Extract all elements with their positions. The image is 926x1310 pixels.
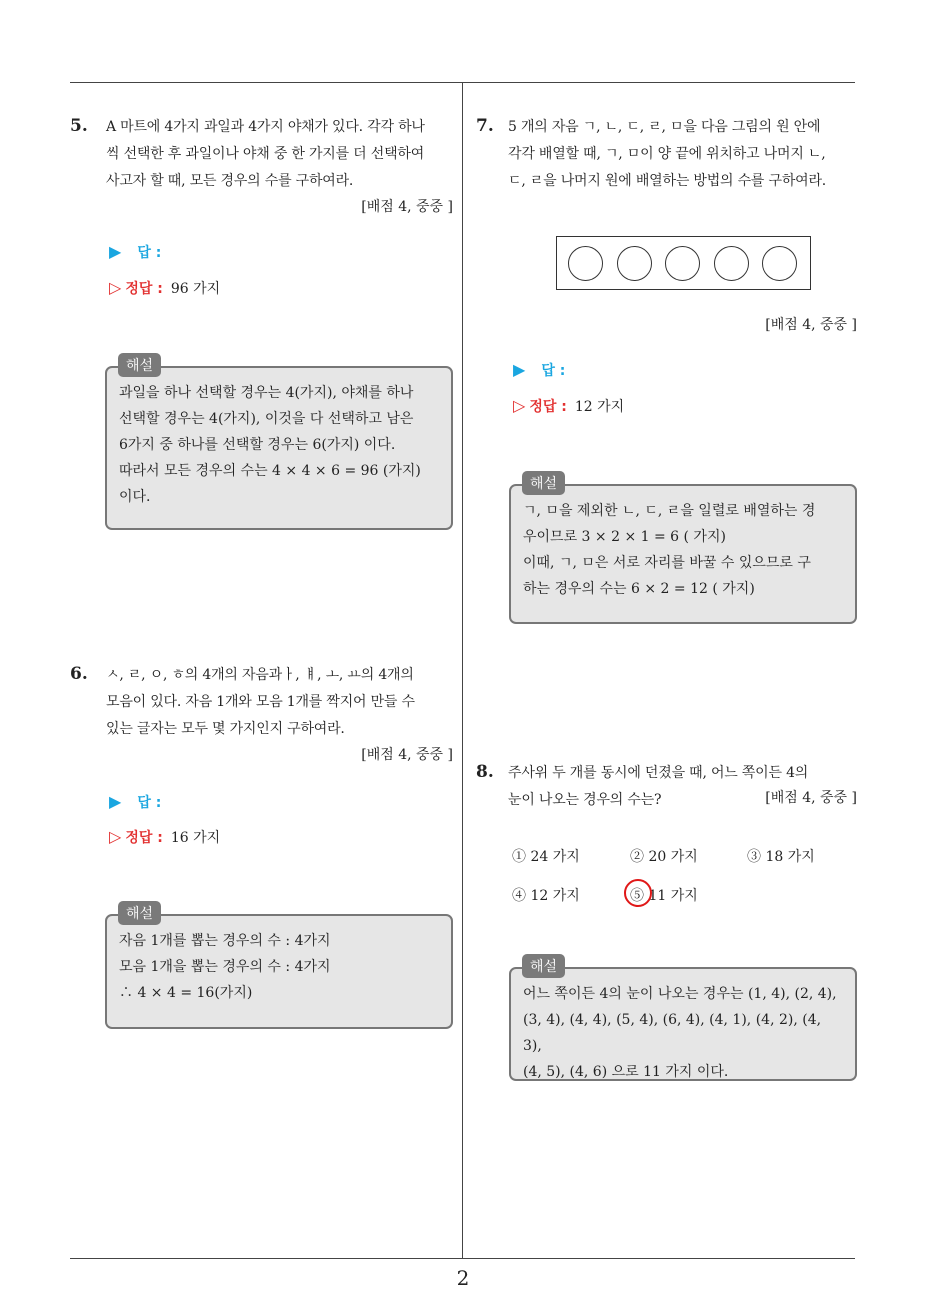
q8-option-3[interactable]: ③ 18 가지 <box>747 849 815 865</box>
q5-line: 씩 선택한 후 과일이나 야채 중 한 가지를 더 선택하여 <box>106 146 425 162</box>
q7-solution-line: 이때, ㄱ, ㅁ은 서로 자리를 바꿀 수 있으므로 구 <box>523 555 811 571</box>
q5-solution-line: 따라서 모든 경우의 수는 4 × 4 × 6 = 96 (가지) <box>119 463 421 479</box>
q7-solution-tag: 해설 <box>522 471 565 495</box>
q7-line: 각각 배열할 때, ㄱ, ㅁ이 양 끝에 위치하고 나머지 ㄴ, <box>508 146 826 162</box>
q5-line: A 마트에 4가지 과일과 4가지 야채가 있다. 각각 하나 <box>106 119 425 135</box>
outline-triangle-icon: ▷ <box>109 827 122 846</box>
q7-score: [배점 4, 중중 ] <box>765 317 857 333</box>
circle-slot <box>617 246 652 281</box>
q5-correct-label: 정답 : <box>125 281 163 297</box>
q6-solution-line: ∴ 4 × 4 = 16(가지) <box>119 985 253 1001</box>
q7-correct-label: 정답 : <box>529 399 567 415</box>
q8-option-5[interactable]: ⑤ 11 가지 <box>630 888 698 904</box>
bottom-rule <box>70 1258 855 1259</box>
q5-solution-box <box>105 366 453 530</box>
q7-answer[interactable] <box>513 360 565 380</box>
q5-solution-line: 이다. <box>119 489 151 505</box>
q6-line: 있는 글자는 모두 몇 가지인지 구하여라. <box>106 721 345 737</box>
q7-text <box>508 114 826 195</box>
q5-correct-value: 96 가지 <box>170 281 221 297</box>
q8-solution-box <box>509 967 857 1081</box>
q8-option-2[interactable]: ② 20 가지 <box>630 849 698 865</box>
play-triangle-icon: ▶ <box>109 242 122 261</box>
q5-solution-line: 6가지 중 하나를 선택할 경우는 6(가지) 이다. <box>119 437 396 453</box>
q6-answer-label: 답 : <box>137 795 162 811</box>
q7-solution-line: 하는 경우의 수는 6 × 2 = 12 ( 가지) <box>523 581 755 597</box>
q7-solution-line: ㄱ, ㅁ을 제외한 ㄴ, ㄷ, ㄹ을 일렬로 배열하는 경 <box>523 503 816 519</box>
q6-line: 모음이 있다. 자음 1개와 모음 1개를 짝지어 만들 수 <box>106 694 415 710</box>
q8-solution-line: (4, 5), (4, 6) 으로 11 가지 이다. <box>523 1064 729 1080</box>
play-triangle-icon: ▶ <box>513 360 526 379</box>
q8-option-4[interactable]: ④ 12 가지 <box>512 888 580 904</box>
q7-solution-line: 우이므로 3 × 2 × 1 = 6 ( 가지) <box>523 529 726 545</box>
play-triangle-icon: ▶ <box>109 792 122 811</box>
q8-line: 눈이 나오는 경우의 수는? <box>508 792 662 808</box>
q6-solution-line: 모음 1개을 뽑는 경우의 수 : 4가지 <box>119 959 331 975</box>
selected-answer-mark <box>624 879 652 907</box>
q7-line: ㄷ, ㄹ을 나머지 원에 배열하는 방법의 수를 구하여라. <box>508 173 827 189</box>
circles-figure <box>556 236 811 290</box>
circle-slot <box>665 246 700 281</box>
q7-answer-label: 답 : <box>541 363 566 379</box>
q7-solution-box <box>509 484 857 624</box>
q5-correct <box>109 278 220 298</box>
q8-option-1[interactable]: ① 24 가지 <box>512 849 580 865</box>
q5-text <box>106 114 425 195</box>
circle-slot <box>714 246 749 281</box>
q6-solution-tag: 해설 <box>118 901 161 925</box>
q6-correct-label: 정답 : <box>125 830 163 846</box>
q6-solution-box <box>105 914 453 1029</box>
page-number: 2 <box>456 1266 470 1290</box>
outline-triangle-icon: ▷ <box>109 278 122 297</box>
q5-solution-tag: 해설 <box>118 353 161 377</box>
q6-line: ㅅ, ㄹ, ㅇ, ㅎ의 4개의 자음과ㅏ, ㅒ, ㅗ, ㅛ의 4개의 <box>106 667 414 683</box>
outline-triangle-icon: ▷ <box>513 396 526 415</box>
q6-number: 6. <box>70 664 88 684</box>
q7-number: 7. <box>476 116 494 136</box>
q8-number: 8. <box>476 762 494 782</box>
q5-solution-line: 선택할 경우는 4(가지), 이것을 다 선택하고 남은 <box>119 411 414 427</box>
q5-number: 5. <box>70 116 88 136</box>
q6-correct-value: 16 가지 <box>170 830 221 846</box>
q7-correct-value: 12 가지 <box>574 399 625 415</box>
circle-slot <box>568 246 603 281</box>
q7-correct <box>513 396 624 416</box>
q7-line: 5 개의 자음 ㄱ, ㄴ, ㄷ, ㄹ, ㅁ을 다음 그림의 원 안에 <box>508 119 821 135</box>
q6-answer[interactable] <box>109 792 161 812</box>
q6-text <box>106 662 415 743</box>
circle-slot <box>762 246 797 281</box>
q6-correct <box>109 827 220 847</box>
column-divider <box>462 82 463 1258</box>
q8-score: [배점 4, 중중 ] <box>765 790 857 806</box>
q6-solution-line: 자음 1개를 뽑는 경우의 수 : 4가지 <box>119 933 331 949</box>
q8-line: 주사위 두 개를 동시에 던졌을 때, 어느 쪽이든 4의 <box>508 765 809 781</box>
q8-solution-tag: 해설 <box>522 954 565 978</box>
q5-score: [배점 4, 중중 ] <box>361 199 453 215</box>
q8-solution-line: (3, 4), (4, 4), (5, 4), (6, 4), (4, 1), (4, 2), (4, 3), <box>523 1012 822 1054</box>
q6-score: [배점 4, 중중 ] <box>361 747 453 763</box>
q8-solution-line: 어느 쪽이든 4의 눈이 나오는 경우는 (1, 4), (2, 4), <box>523 986 837 1002</box>
q5-answer[interactable] <box>109 242 161 262</box>
q5-answer-label: 답 : <box>137 245 162 261</box>
q5-line: 사고자 할 때, 모든 경우의 수를 구하여라. <box>106 173 354 189</box>
q5-solution-line: 과일을 하나 선택할 경우는 4(가지), 야채를 하나 <box>119 385 414 401</box>
